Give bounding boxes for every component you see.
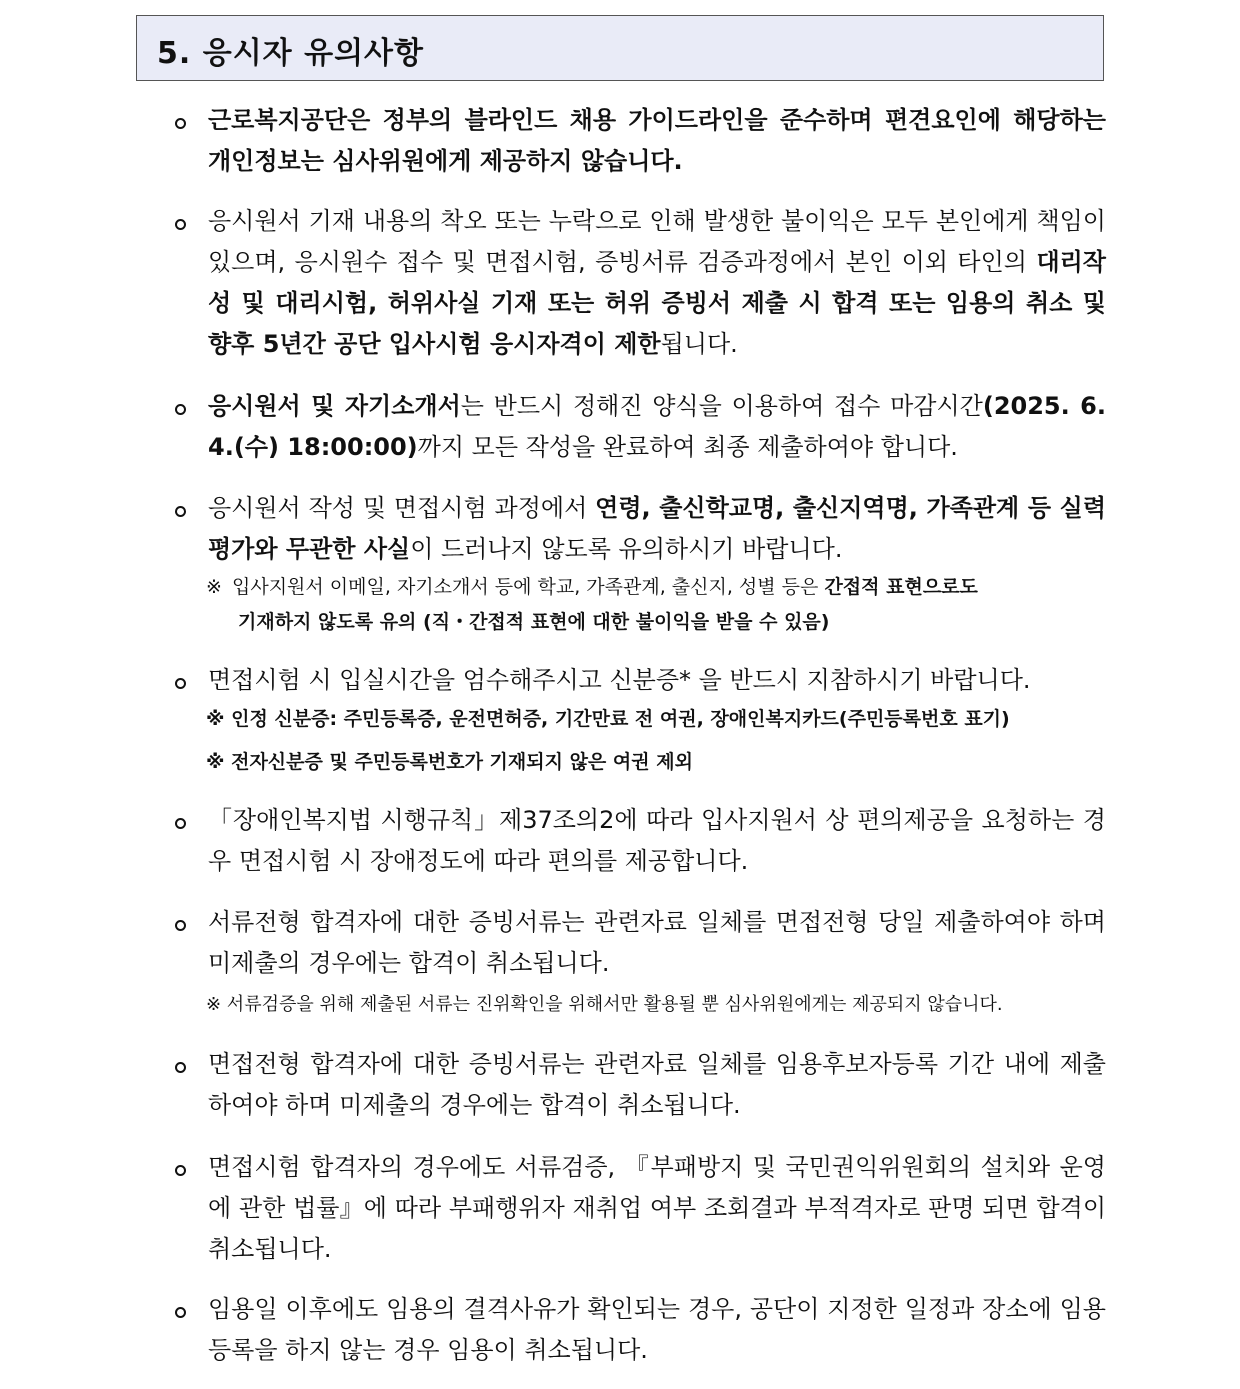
bullet-circle-icon bbox=[175, 818, 186, 829]
notice-note: ※ 인정 신분증: 주민등록증, 운전면허증, 기간만료 전 여권, 장애인복지카드(주민등록번호 표기) bbox=[206, 708, 1010, 730]
bullet-circle-icon bbox=[175, 678, 186, 689]
section-header bbox=[136, 15, 1104, 81]
notice-text: 응시원서 및 자기소개서는 반드시 정해진 양식을 이용하여 접수 마감시간(2025. 6. 4.(수) 18:00:00)까지 모든 작성을 완료하여 최종 제출하여야 합니다. bbox=[208, 392, 1107, 461]
notice-text: 응시원서 기재 내용의 착오 또는 누락으로 인해 발생한 불이익은 모두 본인에게 책임이 있으며, 응시원수 접수 및 면접시험, 증빙서류 검증과정에서 본인 이외 타인의 대리작성 및 대리시험, 허위사실 기재 또는 허위 증빙서 제출 시 합격 또는 임용의 취소 및 향후 5년간 공단 입사시험 응시자격이 제한됩니다. bbox=[208, 207, 1106, 358]
notice-text: 면접시험 합격자의 경우에도 서류검증, 『부패방지 및 국민권익위원회의 설치와 운영에 관한 법률』에 따라 부패행위자 재취업 여부 조회결과 부적격자로 판명 되면 합격이 취소됩니다. bbox=[208, 1153, 1106, 1263]
notice-text: 근로복지공단은 정부의 블라인드 채용 가이드라인을 준수하며 편견요인에 해당하는 개인정보는 심사위원에게 제공하지 않습니다. bbox=[208, 106, 1106, 175]
bullet-circle-icon bbox=[175, 1307, 186, 1318]
bullet-circle-icon bbox=[175, 920, 186, 931]
bullet-circle-icon bbox=[175, 506, 186, 517]
notice-text: 응시원서 작성 및 면접시험 과정에서 연령, 출신학교명, 출신지역명, 가족관계 등 실력평가와 무관한 사실이 드러나지 않도록 유의하시기 바랍니다. bbox=[208, 494, 1106, 563]
bullet-circle-icon bbox=[175, 219, 186, 230]
section-title: 5. 응시자 유의사항 bbox=[157, 36, 425, 71]
notice-text: 면접전형 합격자에 대한 증빙서류는 관련자료 일체를 임용후보자등록 기간 내에 제출하여야 하며 미제출의 경우에는 합격이 취소됩니다. bbox=[208, 1050, 1106, 1119]
notice-text: 「장애인복지법 시행규칙」제37조의2에 따라 입사지원서 상 편의제공을 요청하는 경우 면접시험 시 장애정도에 따라 편의를 제공합니다. bbox=[208, 806, 1106, 875]
notice-text: 서류전형 합격자에 대한 증빙서류는 관련자료 일체를 면접전형 당일 제출하여야 하며 미제출의 경우에는 합격이 취소됩니다. bbox=[208, 908, 1106, 977]
bullet-circle-icon bbox=[175, 1165, 186, 1176]
bullet-circle-icon bbox=[175, 118, 186, 129]
notice-note: ※ 전자신분증 및 주민등록번호가 기재되지 않은 여권 제외 bbox=[206, 751, 693, 773]
bullet-circle-icon bbox=[175, 1062, 186, 1073]
notice-note: ※ 서류검증을 위해 제출된 서류는 진위확인을 위해서만 활용될 뿐 심사위원에게는 제공되지 않습니다. bbox=[206, 994, 1003, 1015]
notice-note: ※ 입사지원서 이메일, 자기소개서 등에 학교, 가족관계, 출신지, 성별 등은 간접적 표현으로도 기재하지 않도록 유의 (직・간접적 표현에 대한 불이익을 받을 수 있음) bbox=[206, 576, 978, 633]
notice-text: 임용일 이후에도 임용의 결격사유가 확인되는 경우, 공단이 지정한 일정과 장소에 임용등록을 하지 않는 경우 임용이 취소됩니다. bbox=[208, 1295, 1106, 1364]
bullet-circle-icon bbox=[175, 404, 186, 415]
notice-text: 면접시험 시 입실시간을 엄수해주시고 신분증* 을 반드시 지참하시기 바랍니다. bbox=[208, 666, 1031, 694]
emphasis-text: 대리작성 및 대리시험, 허위사실 기재 또는 허위 증빙서 제출 시 합격 또는 임용의 취소 및 향후 5년간 공단 입사시험 응시자격이 제한 bbox=[208, 248, 1106, 358]
